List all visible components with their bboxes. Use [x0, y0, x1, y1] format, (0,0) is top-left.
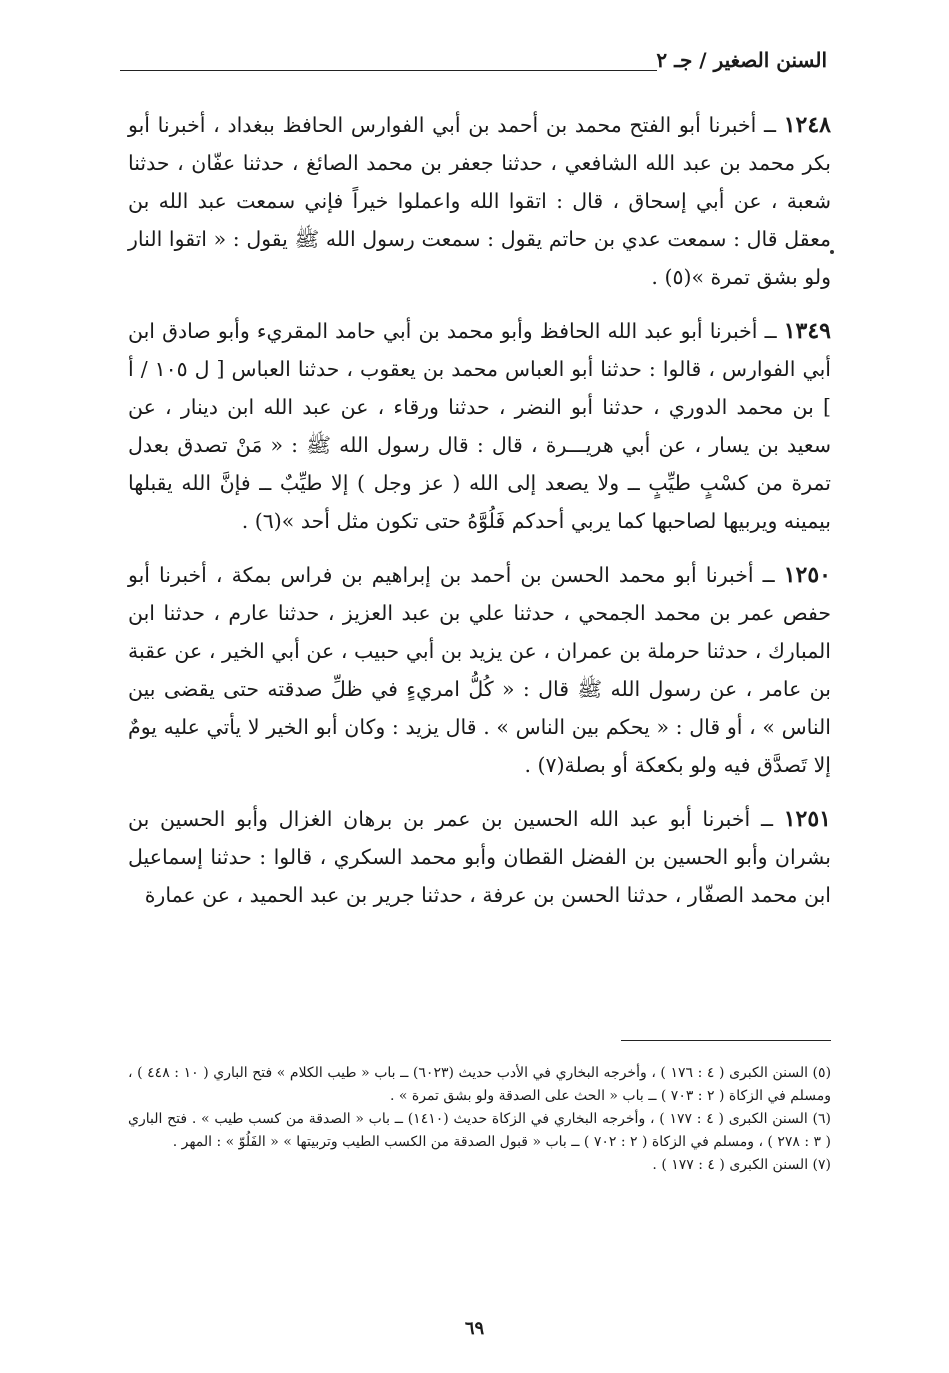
footnote-5: (٥) السنن الكبرى ( ٤ : ١٧٦ ) ، وأخرجه البخاري في الأدب حديث (٦٠٢٣) ــ باب « طيب الكلام » فتح الباري ( ١٠ : ٤٤٨ ) ، ومسلم في الزكاة ( ٢ : ٧٠٣ ) ــ باب « الحث على الصدقة ولو بشق تمرة » . — [128, 1065, 832, 1104]
hadith-number: ١٢٥٠ — [783, 562, 831, 588]
hadith-number: ١٢٤٨ — [783, 112, 831, 138]
running-head-title: السنن الصغير / جـ ٢ — [648, 48, 827, 72]
hadith-dash: ــ — [757, 319, 777, 343]
hadith-dash: ــ — [756, 113, 777, 137]
hadith-entry — [128, 556, 831, 784]
footnote-7: (٧) السنن الكبرى ( ٤ : ١٧٧ ) . — [652, 1157, 831, 1173]
hadith-text: أخبرنا أبو عبد الله الحافظ وأبو محمد بن أبي حامد المقريء وأبو صادق ابن أبي الفوارس ، قالوا : حدثنا أبو العباس محمد بن يعقوب ، حدثنا العباس [ ل ١٠٥ / أ ] بن محمد الدوري ، حدثنا أبو النضر ، حدثنا ورقاء ، عن عبد الله ابن دينار ، عن سعيد بن يسار ، عن أبي هريـــرة ، قال : قال رسول الله ﷺ : « مَنْ تصدق بعدل تمرة من كسْبٍ طيِّبٍ ــ ولا يصعد إلى الله ( عز وجل ) إلا طيِّبٌ ــ فإنَّ الله يقبلها بيمينه ويربيها لصاحبها كما يربي أحدكم فَلُوَّهُ حتى تكون مثل أحد »(٦) . — [128, 319, 831, 533]
hadith-entry — [128, 312, 831, 540]
hadith-text: أخبرنا أبو الفتح محمد بن أحمد بن أبي الفوارس الحافظ ببغداد ، أخبرنا أبو بكر محمد بن عبد الله الشافعي ، حدثنا جعفر بن محمد الصائغ ، حدثنا عفّان ، حدثنا شعبة ، عن أبي إسحاق ، قال : اتقوا الله واعملوا خيراً فإني سمعت عبد الله بن معقل قال : سمعت عدي بن حاتم يقول : سمعت رسول الله ﷺ يقول : « اتقوا النار ولو بشق تمرة »(٥) . — [128, 113, 831, 289]
hadith-number: ١٢٥١ — [783, 806, 831, 832]
hadith-text: أخبرنا أبو محمد الحسن بن أحمد بن إبراهيم بن فراس بمكة ، أخبرنا أبو حفص عمر بن محمد الجمحي ، حدثنا علي بن عبد العزيز ، حدثنا عارم ، حدثنا ابن المبارك ، حدثنا حرملة بن عمران ، عن يزيد بن أبي حبيب ، عن أبي الخير ، عن عقبة بن عامر ، عن رسول الله ﷺ قال : « كُلُّ امريءٍ في ظلِّ صدقته حتى يقضى بين الناس » ، أو قال : « يحكم بين الناس » . قال يزيد : وكان أبو الخير لا يأتي عليه يومٌ إلا تَصدَّق فيه ولو بكعكة أو بصلة(٧) . — [128, 563, 831, 777]
hadith-text: أخبرنا أبو عبد الله الحسين بن عمر بن برهان الغزال وأبو الحسين بن بشران وأبو الحسين بن الفضل القطان وأبو محمد السكري ، قالوا : حدثنا إسماعيل ابن محمد الصفّار ، حدثنا الحسن بن عرفة ، حدثنا جرير بن عبد الحميد ، عن عمارة — [128, 807, 831, 907]
hadith-dash: ــ — [753, 563, 775, 587]
footnote-rule — [621, 1040, 831, 1041]
hadith-number: ١٣٤٩ — [783, 318, 831, 344]
header-rule — [120, 70, 657, 71]
hadith-dash: ــ — [750, 807, 773, 831]
hadith-entry — [128, 800, 831, 914]
main-text — [128, 106, 831, 930]
hadith-entry — [128, 106, 831, 296]
footnotes — [128, 1062, 831, 1177]
footnote-6: (٦) السنن الكبرى ( ٤ : ١٧٧ ) ، وأخرجه البخاري في الزكاة حديث (١٤١٠) ــ باب « الصدقة من كسب طيب » . فتح الباري ( ٣ : ٢٧٨ ) ، ومسلم في الزكاة ( ٢ : ٧٠٢ ) ــ باب « قبول الصدقة من الكسب الطيب وتربيتها » « الفَلُوّ » : المهر . — [128, 1111, 831, 1150]
page-number: ٦٩ — [464, 1318, 485, 1339]
running-head — [120, 48, 827, 82]
